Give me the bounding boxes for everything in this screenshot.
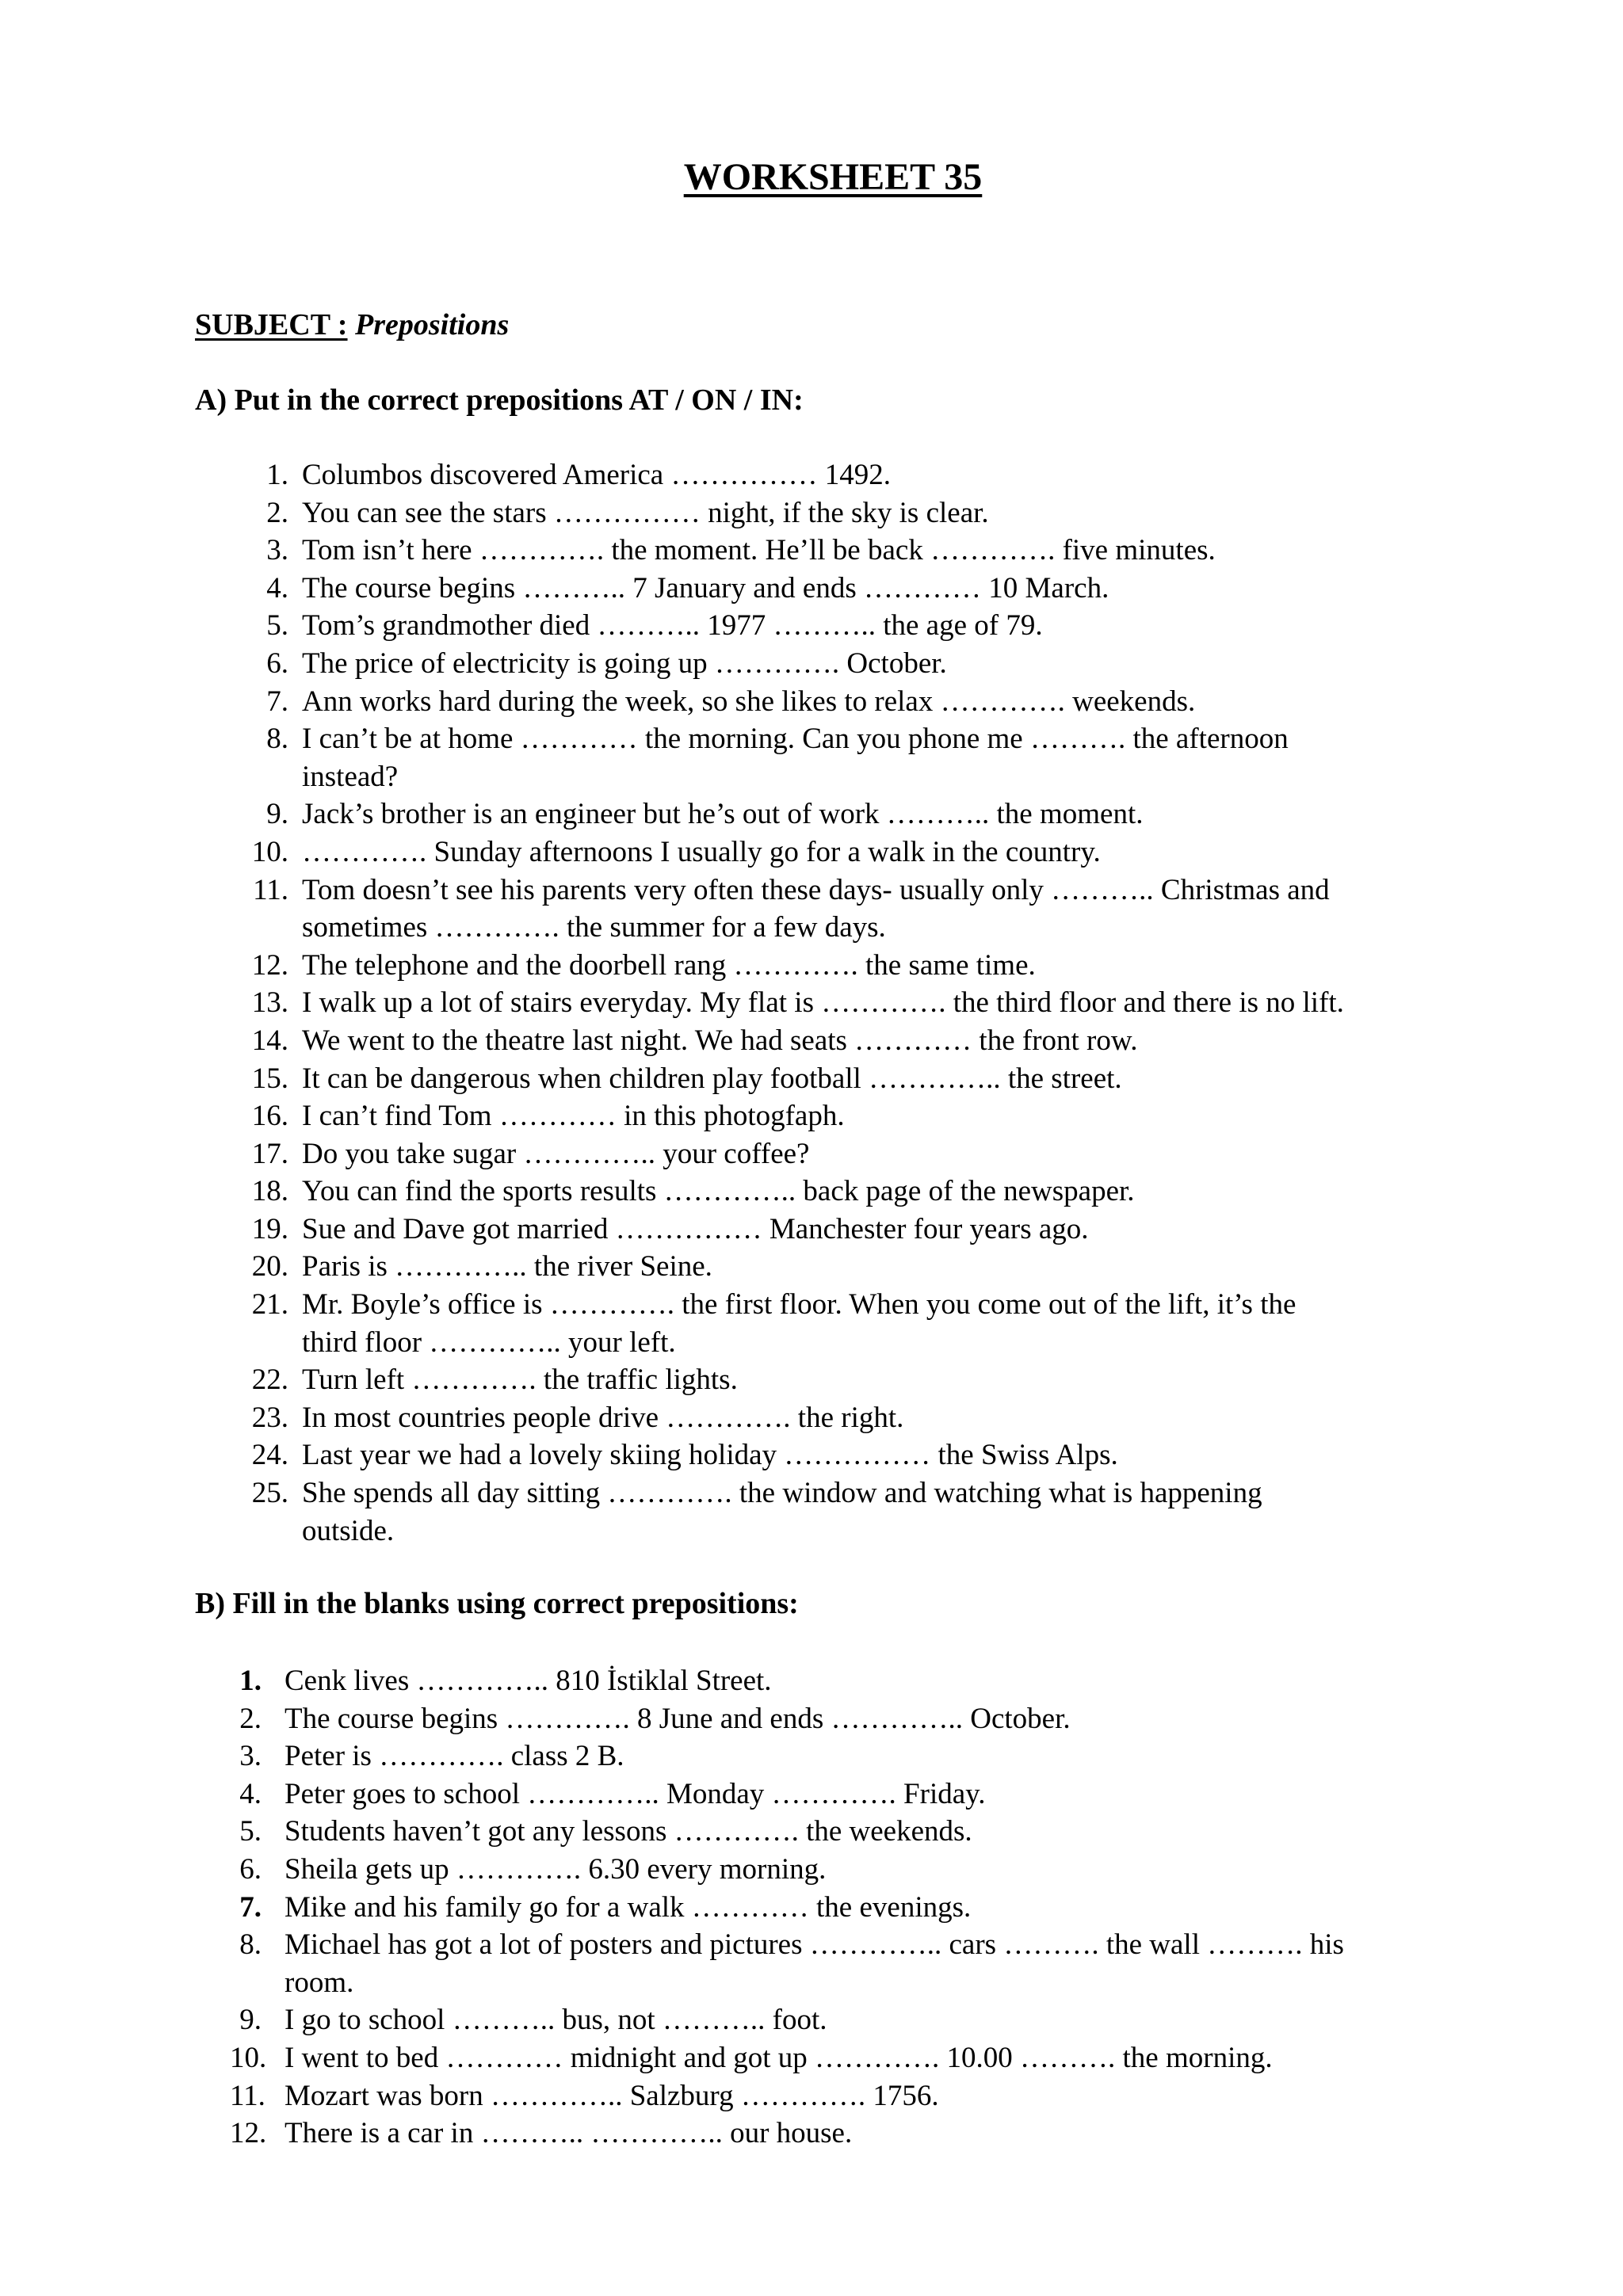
item-number: 13. (251, 986, 288, 1020)
item-text: Ann works hard during the week, so she likes to relax …………. weekends. (302, 685, 1196, 718)
item-text: You can see the stars …………… night, if the sky is clear. (302, 496, 989, 529)
item-text: Mozart was born ………….. Salzburg …………. 1756. (285, 2079, 939, 2112)
item-text: outside. (302, 1514, 395, 1547)
item-number: 5. (239, 1815, 262, 1848)
item-text: The course begins …………. 8 June and ends ………….. October. (285, 1702, 1071, 1735)
section-b-list (230, 1662, 1498, 2153)
list-item (246, 833, 1498, 871)
item-text: third floor ………….. your left. (302, 1325, 676, 1359)
item-number: 4. (266, 571, 288, 605)
item-text: Tom doesn’t see his parents very often these days- usually only ……….. Christmas and (302, 873, 1330, 906)
item-text: Tom isn’t here …………. the moment. He’ll be back …………. five minutes. (302, 534, 1216, 567)
item-text: You can find the sports results ………….. back page of the newspaper. (302, 1175, 1135, 1208)
item-number: 22. (251, 1363, 288, 1397)
item-text: Mike and his family go for a walk ………… the evenings. (285, 1890, 972, 1924)
item-number: 3. (266, 534, 288, 567)
item-text: I can’t find Tom ………… in this photogfaph. (302, 1100, 845, 1133)
list-item (230, 1926, 1498, 2001)
item-text: Michael has got a lot of posters and pictures ………….. cars ………. the wall ………. his (285, 1928, 1344, 1962)
list-item (246, 1286, 1498, 1361)
list-item (246, 1022, 1498, 1060)
list-item (246, 607, 1498, 645)
item-number: 2. (266, 496, 288, 529)
item-text: …………. Sunday afternoons I usually go for a walk in the country. (302, 835, 1101, 868)
item-number: 9. (266, 798, 288, 831)
list-item (230, 1662, 1498, 1700)
section-a-list (246, 456, 1498, 1550)
list-item (246, 494, 1498, 532)
item-text: I walk up a lot of stairs everyday. My flat is …………. the third floor and there is no lift. (302, 986, 1344, 1020)
item-number: 9. (239, 2004, 262, 2037)
item-number: 19. (251, 1212, 288, 1245)
list-item (246, 456, 1498, 494)
item-number: 20. (251, 1250, 288, 1283)
item-number: 4. (239, 1777, 262, 1810)
list-item (246, 532, 1498, 570)
item-number: 6. (239, 1852, 262, 1886)
item-text: The telephone and the doorbell rang …………. the same time. (302, 948, 1036, 982)
item-number: 2. (239, 1702, 262, 1735)
item-number: 8. (266, 723, 288, 756)
item-text: sometimes …………. the summer for a few days. (302, 911, 886, 944)
item-text: I go to school ……….. bus, not ……….. foot. (285, 2004, 827, 2037)
item-text: I went to bed ………… midnight and got up …………. 10.00 ………. the morning. (285, 2041, 1273, 2074)
list-item (246, 1474, 1498, 1550)
item-number: 8. (239, 1928, 262, 1962)
item-text: Last year we had a lovely skiing holiday …………… the Swiss Alps. (302, 1439, 1118, 1472)
section-b-heading: B) Fill in the blanks using correct prepositions: (195, 1587, 799, 1620)
item-text: We went to the theatre last night. We had seats ………… the front row. (302, 1024, 1138, 1057)
item-text: Jack’s brother is an engineer but he’s out of work ……….. the moment. (302, 798, 1144, 831)
item-text: Sheila gets up …………. 6.30 every morning. (285, 1852, 827, 1886)
item-number: 1. (266, 459, 288, 491)
item-number: 5. (266, 609, 288, 643)
list-item (230, 2001, 1498, 2039)
page-title: WORKSHEET 35 (683, 156, 983, 198)
item-number: 16. (251, 1100, 288, 1133)
list-item (246, 1399, 1498, 1437)
list-item (246, 1436, 1498, 1474)
list-item (246, 1173, 1498, 1211)
item-number: 12. (251, 948, 288, 982)
item-number: 3. (239, 1740, 262, 1773)
list-item (246, 645, 1498, 683)
list-item (230, 1851, 1498, 1889)
item-text: I can’t be at home ………… the morning. Can you phone me ………. the afternoon (302, 723, 1289, 756)
item-number: 11. (253, 873, 288, 906)
list-item (246, 683, 1498, 721)
list-item (246, 871, 1498, 947)
item-text: There is a car in ……….. ………….. our house. (285, 2117, 853, 2150)
item-number: 1. (239, 1665, 262, 1697)
list-item (230, 2077, 1498, 2115)
item-text: Paris is ………….. the river Seine. (302, 1250, 712, 1283)
item-text: Students haven’t got any lessons …………. the weekends. (285, 1815, 972, 1848)
item-number: 7. (239, 1890, 262, 1924)
list-item (230, 1737, 1498, 1775)
item-number: 18. (251, 1175, 288, 1208)
list-item (230, 2039, 1498, 2077)
item-text: Cenk lives ………….. 810 İstiklal Street. (285, 1665, 772, 1697)
list-item (246, 1211, 1498, 1249)
item-number: 25. (251, 1477, 288, 1510)
item-text: Tom’s grandmother died ……….. 1977 ……….. the age of 79. (302, 609, 1043, 643)
item-text: room. (285, 1966, 354, 1999)
item-text: instead? (302, 760, 399, 793)
list-item (246, 1097, 1498, 1135)
item-text: Do you take sugar ………….. your coffee? (302, 1137, 810, 1170)
item-number: 12. (230, 2117, 267, 2150)
item-text: She spends all day sitting …………. the window and watching what is happening (302, 1477, 1262, 1510)
list-item (246, 720, 1498, 795)
item-text: Mr. Boyle’s office is …………. the first floor. When you come out of the lift, it’s the (302, 1288, 1296, 1322)
item-text: Sue and Dave got married …………… Manchester four years ago. (302, 1212, 1089, 1245)
item-text: Peter is …………. class 2 B. (285, 1740, 624, 1773)
list-item (246, 795, 1498, 833)
item-number: 7. (266, 685, 288, 718)
list-item (246, 947, 1498, 985)
item-number: 15. (251, 1062, 288, 1095)
item-number: 17. (251, 1137, 288, 1170)
subject-label: SUBJECT : (195, 308, 348, 341)
item-number: 24. (251, 1439, 288, 1472)
list-item (246, 1248, 1498, 1286)
list-item (246, 984, 1498, 1022)
item-text: In most countries people drive …………. the right. (302, 1401, 904, 1434)
subject-value: Prepositions (355, 308, 510, 341)
list-item (246, 570, 1498, 608)
list-item (246, 1361, 1498, 1399)
list-item (230, 2115, 1498, 2153)
list-item (230, 1813, 1498, 1851)
item-number: 21. (251, 1288, 288, 1322)
item-text: It can be dangerous when children play football ………….. the street. (302, 1062, 1122, 1095)
subject-line (195, 306, 509, 344)
item-number: 10. (251, 835, 288, 868)
list-item (230, 1889, 1498, 1927)
item-text: Turn left …………. the traffic lights. (302, 1363, 738, 1397)
item-number: 14. (251, 1024, 288, 1057)
list-item (246, 1060, 1498, 1098)
item-text: The course begins ……….. 7 January and ends ………… 10 March. (302, 571, 1109, 605)
item-text: Peter goes to school ………….. Monday …………. Friday. (285, 1777, 986, 1810)
item-number: 23. (251, 1401, 288, 1434)
list-item (230, 1775, 1498, 1814)
item-number: 6. (266, 646, 288, 680)
item-number: 10. (230, 2041, 267, 2074)
item-text: The price of electricity is going up …………. October. (302, 646, 947, 680)
item-text: Columbos discovered America …………… 1492. (302, 459, 891, 491)
section-a-heading: A) Put in the correct prepositions AT / ON / IN: (195, 383, 804, 417)
list-item (246, 1135, 1498, 1173)
list-item (230, 1700, 1498, 1738)
item-number: 11. (230, 2079, 265, 2112)
